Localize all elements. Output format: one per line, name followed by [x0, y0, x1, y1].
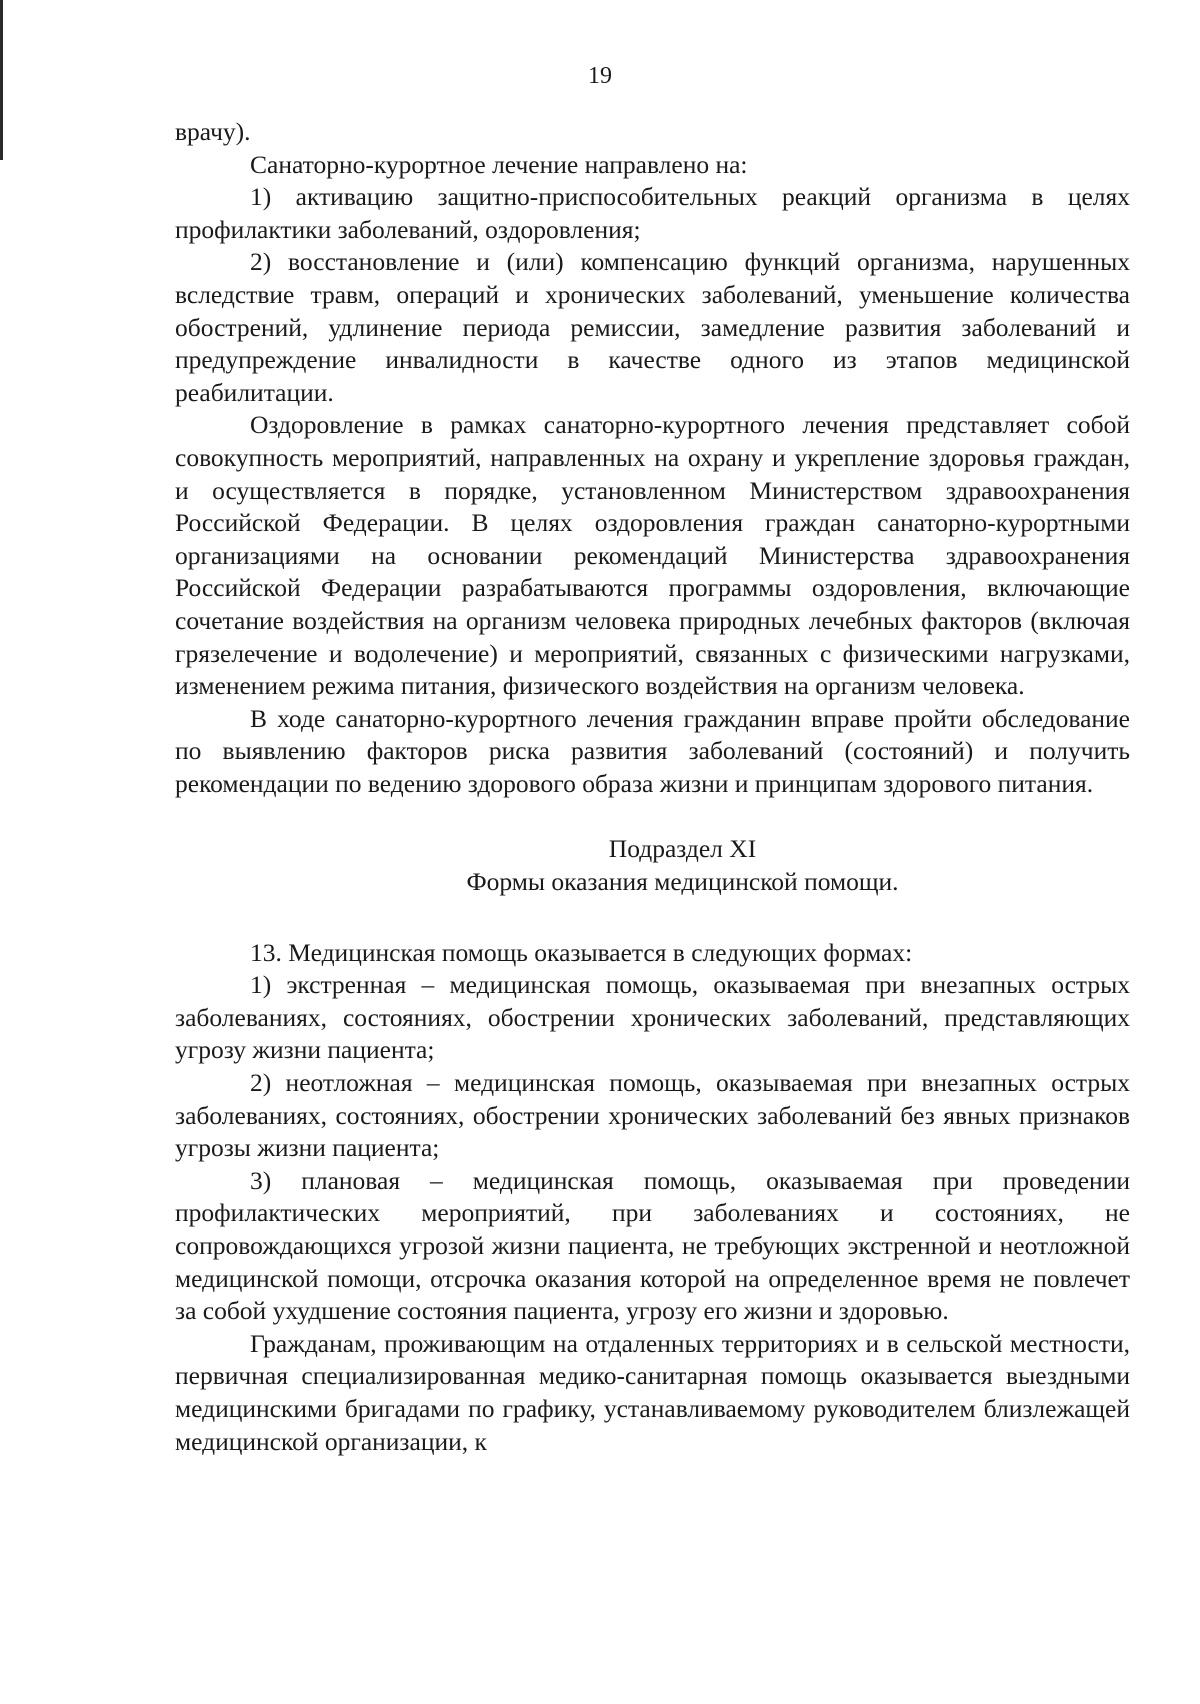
spacer: [175, 899, 1130, 937]
subsection-heading: Подраздел XI: [608, 834, 757, 864]
paragraph: Оздоровление в рамках санаторно-курортного лечения представляет собой совокупность мероприятий, направленных на охрану и укрепление здоровья граждан, и осуществляется в порядке, установленном Министерством здравоохранения Российской Федерации. В целях оздоровления граждан санаторно-курортными организациями на основании рекомендаций Министерства здравоохранения Российской Федерации разрабатываются программы оздоровления, включающие сочетание воздействия на организм человека природных лечебных факторов (включая грязелечение и водолечение) и мероприятий, связанных с физическими нагрузками, изменением режима питания, физического воздействия на организм человека.: [175, 410, 1130, 701]
paragraph: 1) экстренная – медицинская помощь, оказываемая при внезапных острых заболеваниях, состояниях, обострении хронических заболеваний, представляющих угрозу жизни пациента;: [175, 970, 1130, 1065]
paragraph: 3) плановая – медицинская помощь, оказываемая при проведении профилактических мероприятий, при заболеваниях и состояниях, не сопровождающихся угрозой жизни пациента, не требующих экстренной и неотложной медицинской помощи, отсрочка оказания которой на определенное время не повлечет за собой ухудшение состояния пациента, угрозу его жизни и здоровью.: [175, 1165, 1130, 1326]
paragraph: В ходе санаторно-курортного лечения гражданин вправе пройти обследование по выявлению факторов риска развития заболеваний (состояний) и получить рекомендации по ведению здорового образа жизни и принципам здорового питания.: [175, 703, 1130, 798]
paragraph: 2) восстановление и (или) компенсацию функций организма, нарушенных вследствие травм, операций и хронических заболеваний, уменьшение количества обострений, удлинение периода ремиссии, замедление развития заболеваний и предупреждение инвалидности в качестве одного из этапов медицинской реабилитации.: [175, 247, 1130, 407]
spacer: [175, 800, 1130, 833]
section-title: Формы оказания медицинской помощи.: [466, 867, 899, 897]
paragraph: 1) активацию защитно-приспособительных реакций организма в целях профилактики заболеваний, оздоровления;: [175, 182, 1130, 244]
paragraph: 13. Медицинская помощь оказывается в следующих формах:: [250, 937, 913, 967]
paragraph: врачу).: [175, 117, 251, 146]
paragraphs-top: [175, 116, 1130, 800]
page-number: 19: [588, 63, 612, 89]
document-body: [175, 116, 1130, 1458]
paragraph: Санаторно-курортное лечение направлено на:: [250, 149, 748, 179]
paragraph: 2) неотложная – медицинская помощь, оказываемая при внезапных острых заболеваниях, состояниях, обострении хронических заболеваний без явных признаков угрозы жизни пациента;: [175, 1068, 1130, 1163]
paragraphs-bottom: [175, 937, 1130, 1459]
paragraph: Гражданам, проживающим на отдаленных территориях и в сельской местности, первичная специализированная медико-санитарная помощь оказывается выездными медицинскими бригадами по графику, устанавливаемому руководителем близлежащей медицинской организации, к: [175, 1328, 1130, 1456]
